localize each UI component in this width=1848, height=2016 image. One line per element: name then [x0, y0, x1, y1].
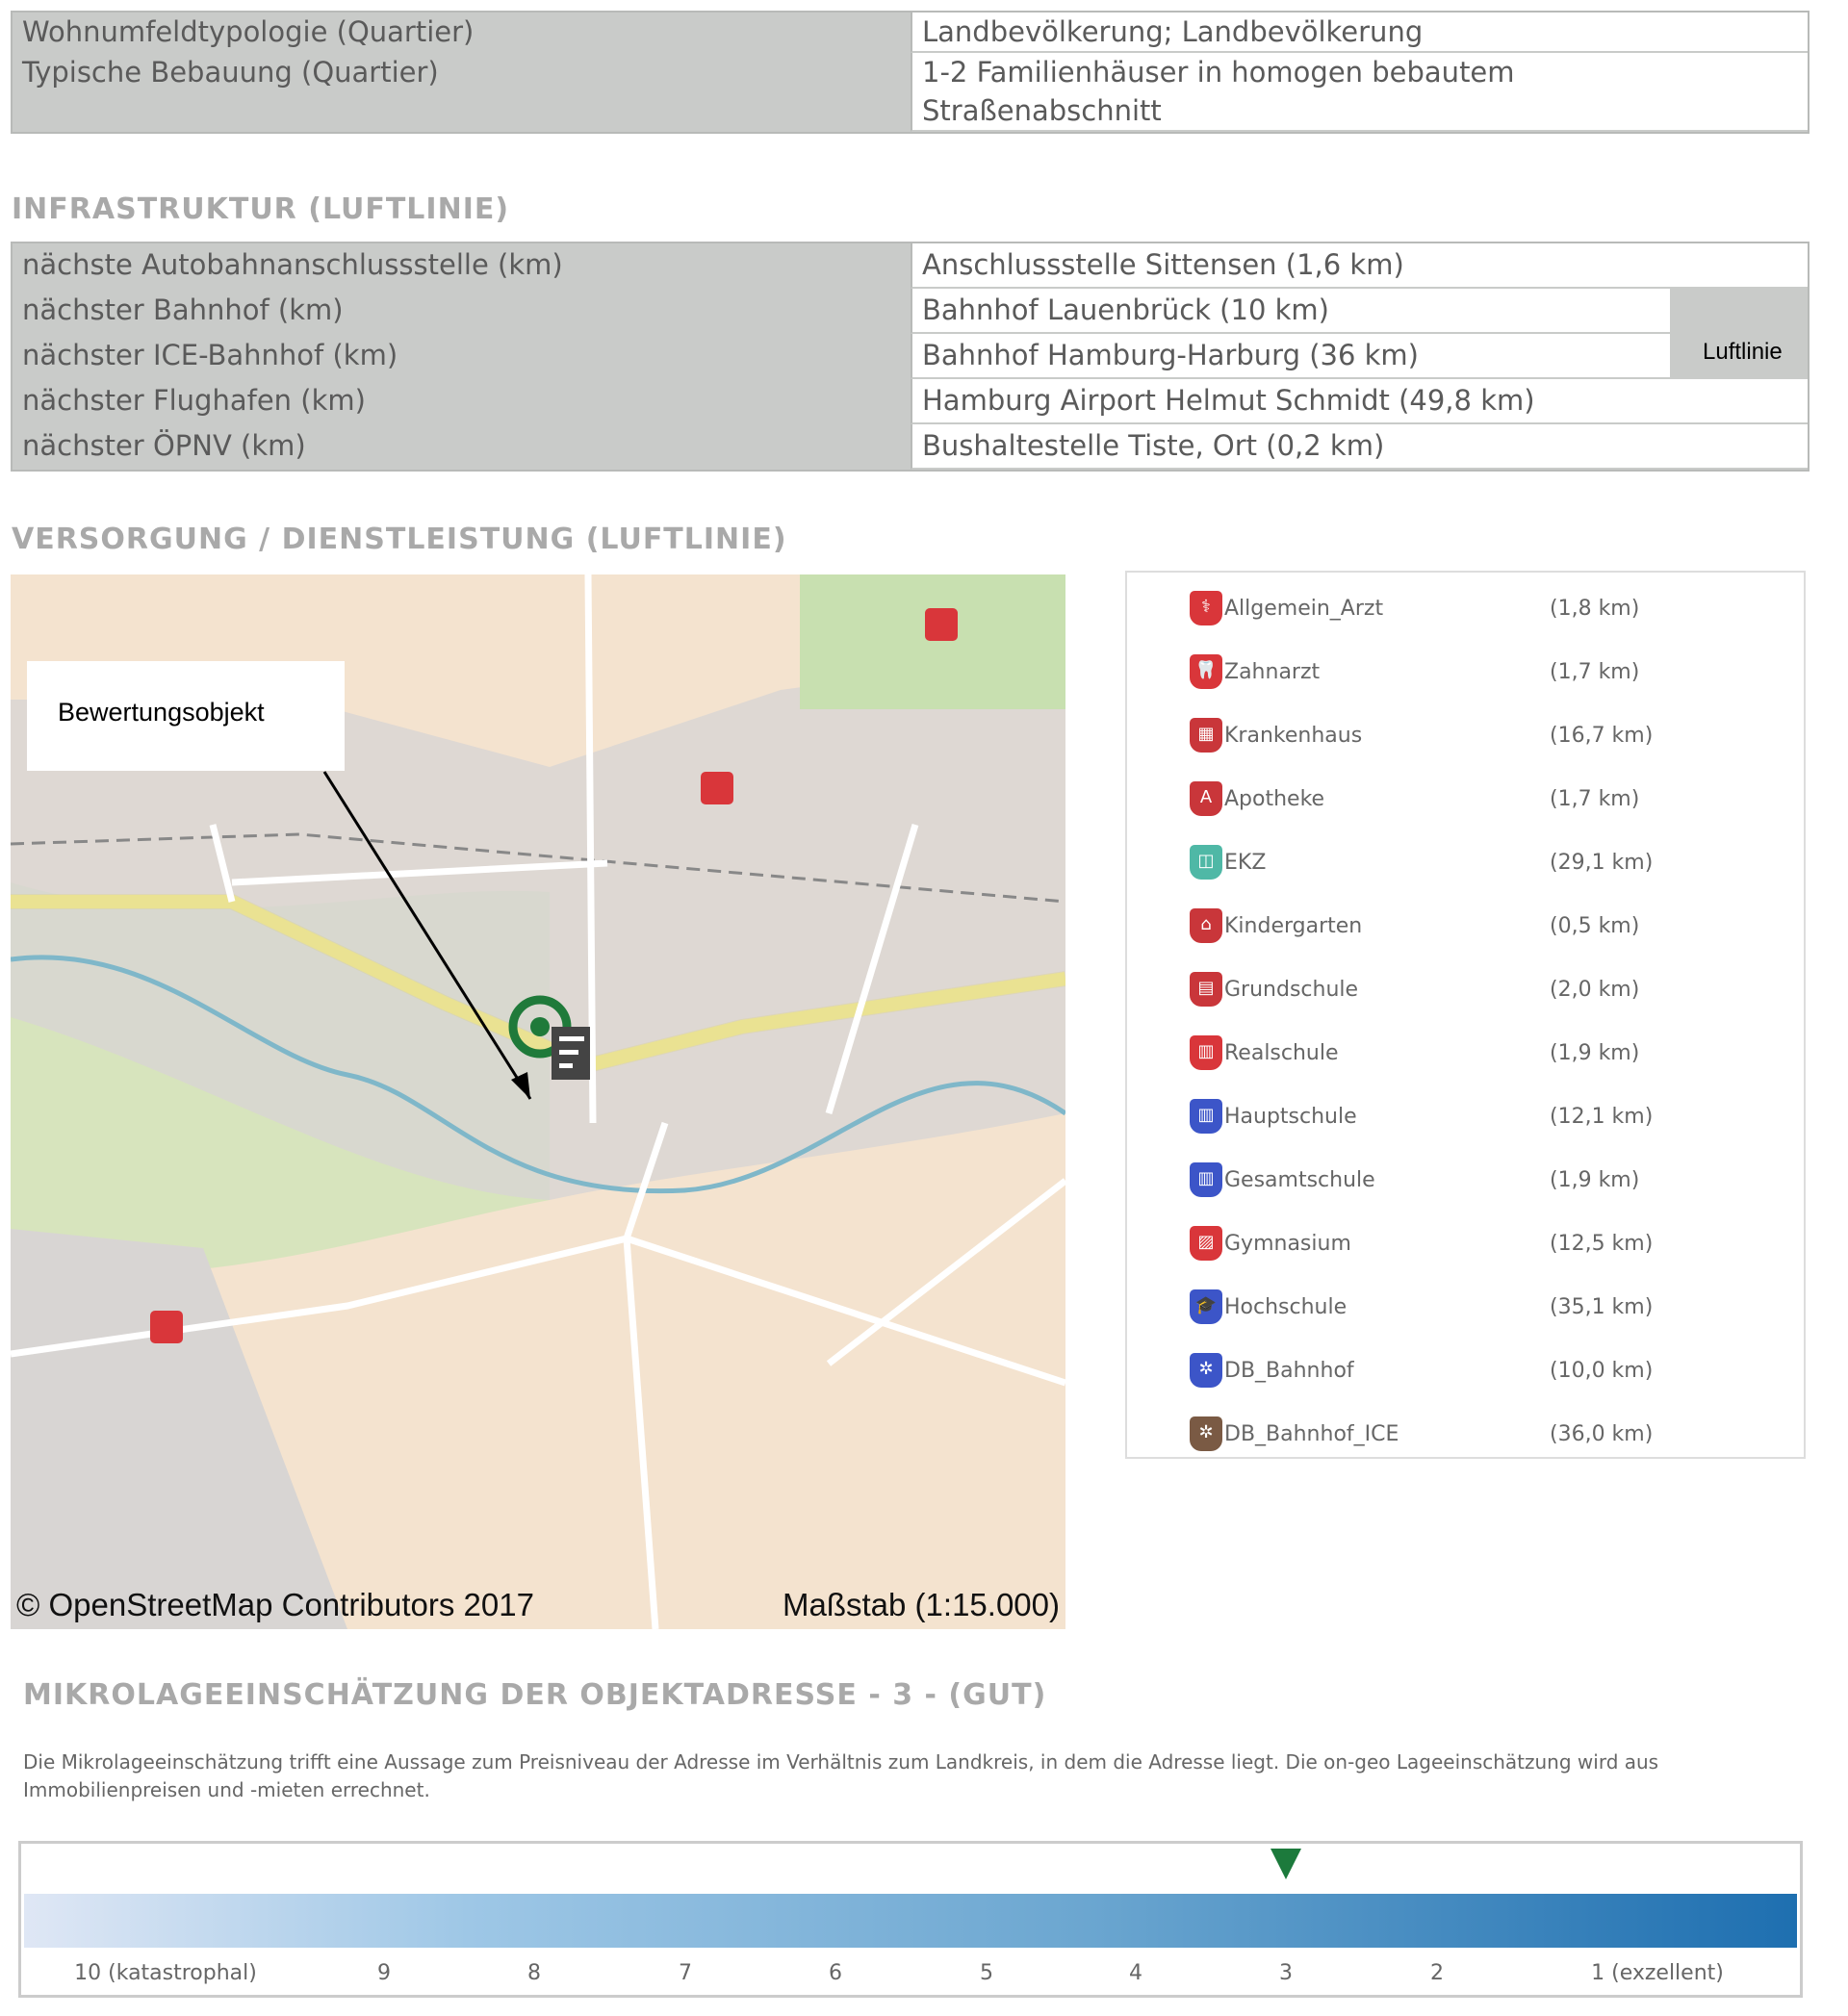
legend-item-distance: (1,9 km) — [1550, 1040, 1640, 1065]
legend-item-name: Gesamtschule — [1224, 1167, 1375, 1192]
legend-item-name: Gymnasium — [1224, 1231, 1351, 1256]
rating-tick-label: 2 — [1430, 1961, 1444, 1985]
row-label: nächster Bahnhof (km) — [13, 289, 911, 334]
poi-kindergarten-icon: ⌂ — [1190, 908, 1222, 943]
poi-grundschule-icon: ▤ — [1190, 972, 1222, 1007]
row-value: Landbevölkerung; Landbevölkerung — [911, 13, 1808, 53]
map-copyright: © OpenStreetMap Contributors 2017 — [16, 1587, 534, 1622]
poi-zahnarzt-icon: 🦷 — [1190, 654, 1222, 689]
legend-item — [1190, 1092, 1654, 1140]
legend-item — [1190, 1283, 1654, 1331]
legend-item — [1190, 1029, 1640, 1077]
poi-db_bahnhof-icon: ✲ — [1190, 1353, 1222, 1388]
row-label: nächste Autobahnanschlussstelle (km) — [13, 243, 911, 289]
legend-item — [1190, 775, 1640, 823]
legend-item — [1190, 1410, 1654, 1458]
legend-item-distance: (12,1 km) — [1550, 1104, 1654, 1129]
poi-ekz-icon: ◫ — [1190, 845, 1222, 880]
legend-item — [1190, 965, 1640, 1013]
table-row — [13, 379, 1808, 424]
rating-tick-label: 3 — [1279, 1961, 1293, 1985]
callout-bewertungsobjekt: Bewertungsobjekt — [27, 661, 345, 771]
legend-item-distance: (0,5 km) — [1550, 913, 1640, 938]
luftlinie-note: Luftlinie — [1703, 339, 1783, 365]
legend-item-name: Zahnarzt — [1224, 659, 1321, 684]
legend-item-name: DB_Bahnhof_ICE — [1224, 1421, 1399, 1446]
legend-item — [1190, 1219, 1654, 1267]
table-row — [13, 289, 1808, 334]
rating-tick-label: 5 — [980, 1961, 993, 1985]
row-label: nächster Flughafen (km) — [13, 379, 911, 424]
row-value: Bushaltestelle Tiste, Ort (0,2 km) — [911, 424, 1808, 470]
poi-apotheke-icon: A — [1190, 781, 1222, 816]
legend-item — [1190, 1156, 1640, 1204]
legend-item-name: Kindergarten — [1224, 913, 1363, 938]
section-heading-infrastruktur: INFRASTRUKTUR (LUFTLINIE) — [12, 192, 510, 226]
legend-item-distance: (1,7 km) — [1550, 659, 1640, 684]
section-heading-mikrolage: MIKROLAGEEINSCHÄTZUNG DER OBJEKTADRESSE - 3 - (GUT) — [23, 1678, 1047, 1712]
legend-item-distance: (12,5 km) — [1550, 1231, 1654, 1256]
rating-tick-label: 9 — [377, 1961, 391, 1985]
poi-hauptschule-icon: ▥ — [1190, 1099, 1222, 1134]
legend-item-name: Hauptschule — [1224, 1104, 1357, 1129]
table-row — [13, 13, 1808, 53]
rating-gradient-bar — [24, 1894, 1797, 1948]
quartier-table — [11, 11, 1810, 134]
legend-item-distance: (1,9 km) — [1550, 1167, 1640, 1192]
row-label: nächster ICE-Bahnhof (km) — [13, 334, 911, 379]
rating-tick-label: 10 (katastrophal) — [74, 1961, 257, 1985]
rating-marker-icon — [1270, 1849, 1301, 1879]
legend-item-name: EKZ — [1224, 850, 1267, 875]
legend-item-name: Krankenhaus — [1224, 723, 1363, 748]
row-value: Anschlussstelle Sittensen (1,6 km) — [911, 243, 1808, 289]
legend-item-distance: (1,8 km) — [1550, 596, 1640, 621]
legend-item-distance: (10,0 km) — [1550, 1358, 1654, 1383]
map[interactable] — [11, 574, 1065, 1629]
row-value: 1-2 Familienhäuser in homogen bebautem Straßenabschnitt — [911, 53, 1808, 132]
row-value: Bahnhof Hamburg-Harburg (36 km) — [911, 334, 1670, 379]
rating-tick-label: 7 — [679, 1961, 692, 1985]
infrastruktur-table — [11, 242, 1810, 472]
legend-item-name: Apotheke — [1224, 786, 1325, 811]
legend-item — [1190, 711, 1654, 759]
rating-scale — [18, 1841, 1803, 1998]
legend-item-distance: (1,7 km) — [1550, 786, 1640, 811]
legend-item-distance: (16,7 km) — [1550, 723, 1654, 748]
legend-item-name: Grundschule — [1224, 977, 1359, 1002]
legend-item-name: Hochschule — [1224, 1294, 1348, 1319]
poi-realschule-icon: ▥ — [1190, 1035, 1222, 1070]
table-row — [13, 424, 1808, 470]
legend-item-name: DB_Bahnhof — [1224, 1358, 1354, 1383]
legend-item — [1190, 1346, 1654, 1394]
legend-item-distance: (29,1 km) — [1550, 850, 1654, 875]
section-heading-versorgung: VERSORGUNG / DIENSTLEISTUNG (LUFTLINIE) — [12, 523, 787, 556]
legend-item — [1190, 584, 1640, 632]
table-row — [13, 334, 1808, 379]
poi-krankenhaus-icon: ▦ — [1190, 718, 1222, 753]
poi-gesamtschule-icon: ▥ — [1190, 1162, 1222, 1197]
rating-tick-label: 1 (exzellent) — [1591, 1961, 1724, 1985]
poi-allgemein_arzt-icon: ⚕ — [1190, 591, 1222, 625]
row-value: Hamburg Airport Helmut Schmidt (49,8 km) — [911, 379, 1808, 424]
poi-hochschule-icon: 🎓 — [1190, 1289, 1222, 1324]
legend-item-distance: (35,1 km) — [1550, 1294, 1654, 1319]
legend-item — [1190, 902, 1640, 950]
poi-legend — [1125, 571, 1806, 1459]
row-label: Wohnumfeldtypologie (Quartier) — [13, 13, 911, 53]
rating-tick-label: 6 — [829, 1961, 842, 1985]
map-scale: Maßstab (1:15.000) — [783, 1587, 1060, 1622]
legend-item — [1190, 838, 1654, 886]
poi-gymnasium-icon: ▨ — [1190, 1226, 1222, 1261]
table-row — [13, 243, 1808, 289]
table-row — [13, 53, 1808, 132]
poi-db_bahnhof_ice-icon: ✲ — [1190, 1416, 1222, 1451]
row-label: Typische Bebauung (Quartier) — [13, 53, 911, 132]
rating-tick-label: 8 — [527, 1961, 541, 1985]
row-value: Bahnhof Lauenbrück (10 km) — [911, 289, 1670, 334]
legend-item-distance: (36,0 km) — [1550, 1421, 1654, 1446]
legend-item-name: Realschule — [1224, 1040, 1339, 1065]
row-label: nächster ÖPNV (km) — [13, 424, 911, 470]
legend-item-name: Allgemein_Arzt — [1224, 596, 1384, 621]
mikrolage-description: Die Mikrolageeinschätzung trifft eine Aussage zum Preisniveau der Adresse im Verhältnis zum Landkreis, in dem die Adresse liegt. Die on-geo Lageeinschätzung wird aus Immobilienpreisen und -mieten errechnet. — [23, 1750, 1659, 1801]
legend-item — [1190, 648, 1640, 696]
rating-tick-label: 4 — [1129, 1961, 1142, 1985]
legend-item-distance: (2,0 km) — [1550, 977, 1640, 1002]
